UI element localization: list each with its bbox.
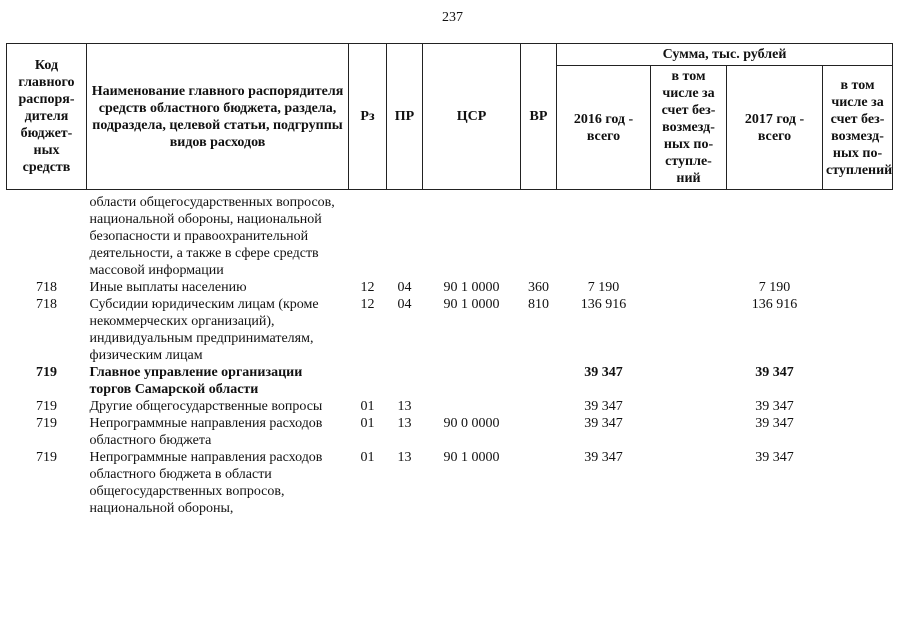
table-row <box>7 415 893 449</box>
table-row <box>7 296 893 364</box>
cell-2016-free <box>651 398 727 415</box>
cell-csr: 90 1 0000 <box>443 280 500 295</box>
cell-2017-total: 39 347 <box>755 450 794 465</box>
cell-2016-total <box>557 194 651 279</box>
cell-rz: 12 <box>360 297 375 312</box>
cell-2016-free <box>651 364 727 398</box>
header-sum-group: Сумма, тыс. рублей <box>557 44 893 66</box>
page-number: 237 <box>442 10 463 25</box>
cell-2016-total: 7 190 <box>587 280 620 295</box>
cell-code: 719 <box>36 416 57 431</box>
cell-2017-free <box>823 398 893 415</box>
header-2017-total: 2017 год - всего <box>727 66 823 190</box>
table-body <box>7 190 893 518</box>
header-vr: ВР <box>521 44 557 190</box>
cell-name: области общегосударственных вопросов, национальной обороны, национальной безопасности и правоохранительной деятельности, а также в сфере средств массовой информации <box>89 195 335 278</box>
header-name: Наименование главного распорядителя средств областного бюджета, раздела, подраздела, целевой статьи, подгруппы видов расходов <box>87 44 349 190</box>
table-row <box>7 279 893 296</box>
cell-2017-total: 39 347 <box>755 416 794 431</box>
cell-pr: 13 <box>397 399 412 414</box>
cell-rz: 12 <box>360 280 375 295</box>
cell-2017-total: 39 347 <box>755 399 794 414</box>
cell-2017-free <box>823 296 893 364</box>
cell-2016-total: 39 347 <box>584 365 623 380</box>
header-rz: Рз <box>349 44 387 190</box>
cell-csr: 90 1 0000 <box>443 450 500 465</box>
cell-2017-free <box>823 415 893 449</box>
cell-vr <box>521 398 557 415</box>
cell-name: Непрограммные направления расходов областного бюджета <box>89 416 323 448</box>
table-row <box>7 364 893 398</box>
cell-name: Иные выплаты населению <box>89 280 247 295</box>
cell-rz: 01 <box>360 416 375 431</box>
cell-pr: 04 <box>397 297 412 312</box>
cell-name: Субсидии юридическим лицам (кроме некоммерческих организаций), индивидуальным предпринимателям, физическим лицам <box>89 297 319 363</box>
cell-pr: 13 <box>397 450 412 465</box>
cell-rz <box>349 364 387 398</box>
cell-2016-free <box>651 415 727 449</box>
cell-vr: 810 <box>528 297 549 312</box>
cell-csr <box>423 194 521 279</box>
budget-table <box>6 43 893 517</box>
cell-pr <box>387 364 423 398</box>
cell-pr: 04 <box>397 280 412 295</box>
header-csr: ЦСР <box>423 44 521 190</box>
table-header <box>7 44 893 190</box>
cell-csr: 90 0 0000 <box>443 416 500 431</box>
header-2017-free: в том числе за счет без-возмезд-ных по-ступлений <box>823 66 893 190</box>
cell-vr: 360 <box>528 280 549 295</box>
cell-vr <box>521 364 557 398</box>
cell-csr <box>423 364 521 398</box>
cell-2016-free <box>651 296 727 364</box>
cell-rz: 01 <box>360 399 375 414</box>
cell-2017-total <box>727 194 823 279</box>
cell-2016-total: 39 347 <box>584 416 623 431</box>
cell-name: Непрограммные направления расходов областного бюджета в области общегосударственных вопросов, национальной обороны, <box>89 450 323 516</box>
header-code: Код главного распоря-дителя бюджет-ных средств <box>7 44 87 190</box>
cell-vr <box>521 194 557 279</box>
cell-rz: 01 <box>360 450 375 465</box>
cell-code: 719 <box>36 365 57 380</box>
cell-name: Главное управление организации торгов Самарской области <box>89 365 303 397</box>
table-row <box>7 449 893 517</box>
cell-2016-total: 39 347 <box>584 450 623 465</box>
cell-vr <box>521 415 557 449</box>
cell-2017-free <box>823 194 893 279</box>
cell-2017-total: 136 916 <box>751 297 798 312</box>
cell-rz <box>349 194 387 279</box>
cell-code: 719 <box>36 399 57 414</box>
cell-pr <box>387 194 423 279</box>
cell-2016-free <box>651 279 727 296</box>
cell-2017-total: 7 190 <box>758 280 791 295</box>
cell-code: 719 <box>36 450 57 465</box>
cell-pr: 13 <box>397 416 412 431</box>
cell-csr <box>423 398 521 415</box>
cell-2016-total: 39 347 <box>584 399 623 414</box>
cell-2017-free <box>823 279 893 296</box>
cell-2016-free <box>651 194 727 279</box>
cell-name: Другие общегосударственные вопросы <box>89 399 323 414</box>
header-pr: ПР <box>387 44 423 190</box>
cell-2016-total: 136 916 <box>580 297 627 312</box>
cell-2017-free <box>823 364 893 398</box>
header-2016-total: 2016 год - всего <box>557 66 651 190</box>
cell-vr <box>521 449 557 517</box>
cell-2016-free <box>651 449 727 517</box>
cell-csr: 90 1 0000 <box>443 297 500 312</box>
cell-code: 718 <box>36 280 57 295</box>
cell-2017-free <box>823 449 893 517</box>
table-row <box>7 398 893 415</box>
cell-code: 718 <box>36 297 57 312</box>
header-2016-free: в том числе за счет без-возмезд-ных по-ступле-ний <box>651 66 727 190</box>
table-row <box>7 194 893 279</box>
cell-2017-total: 39 347 <box>755 365 794 380</box>
cell-code <box>7 194 87 279</box>
